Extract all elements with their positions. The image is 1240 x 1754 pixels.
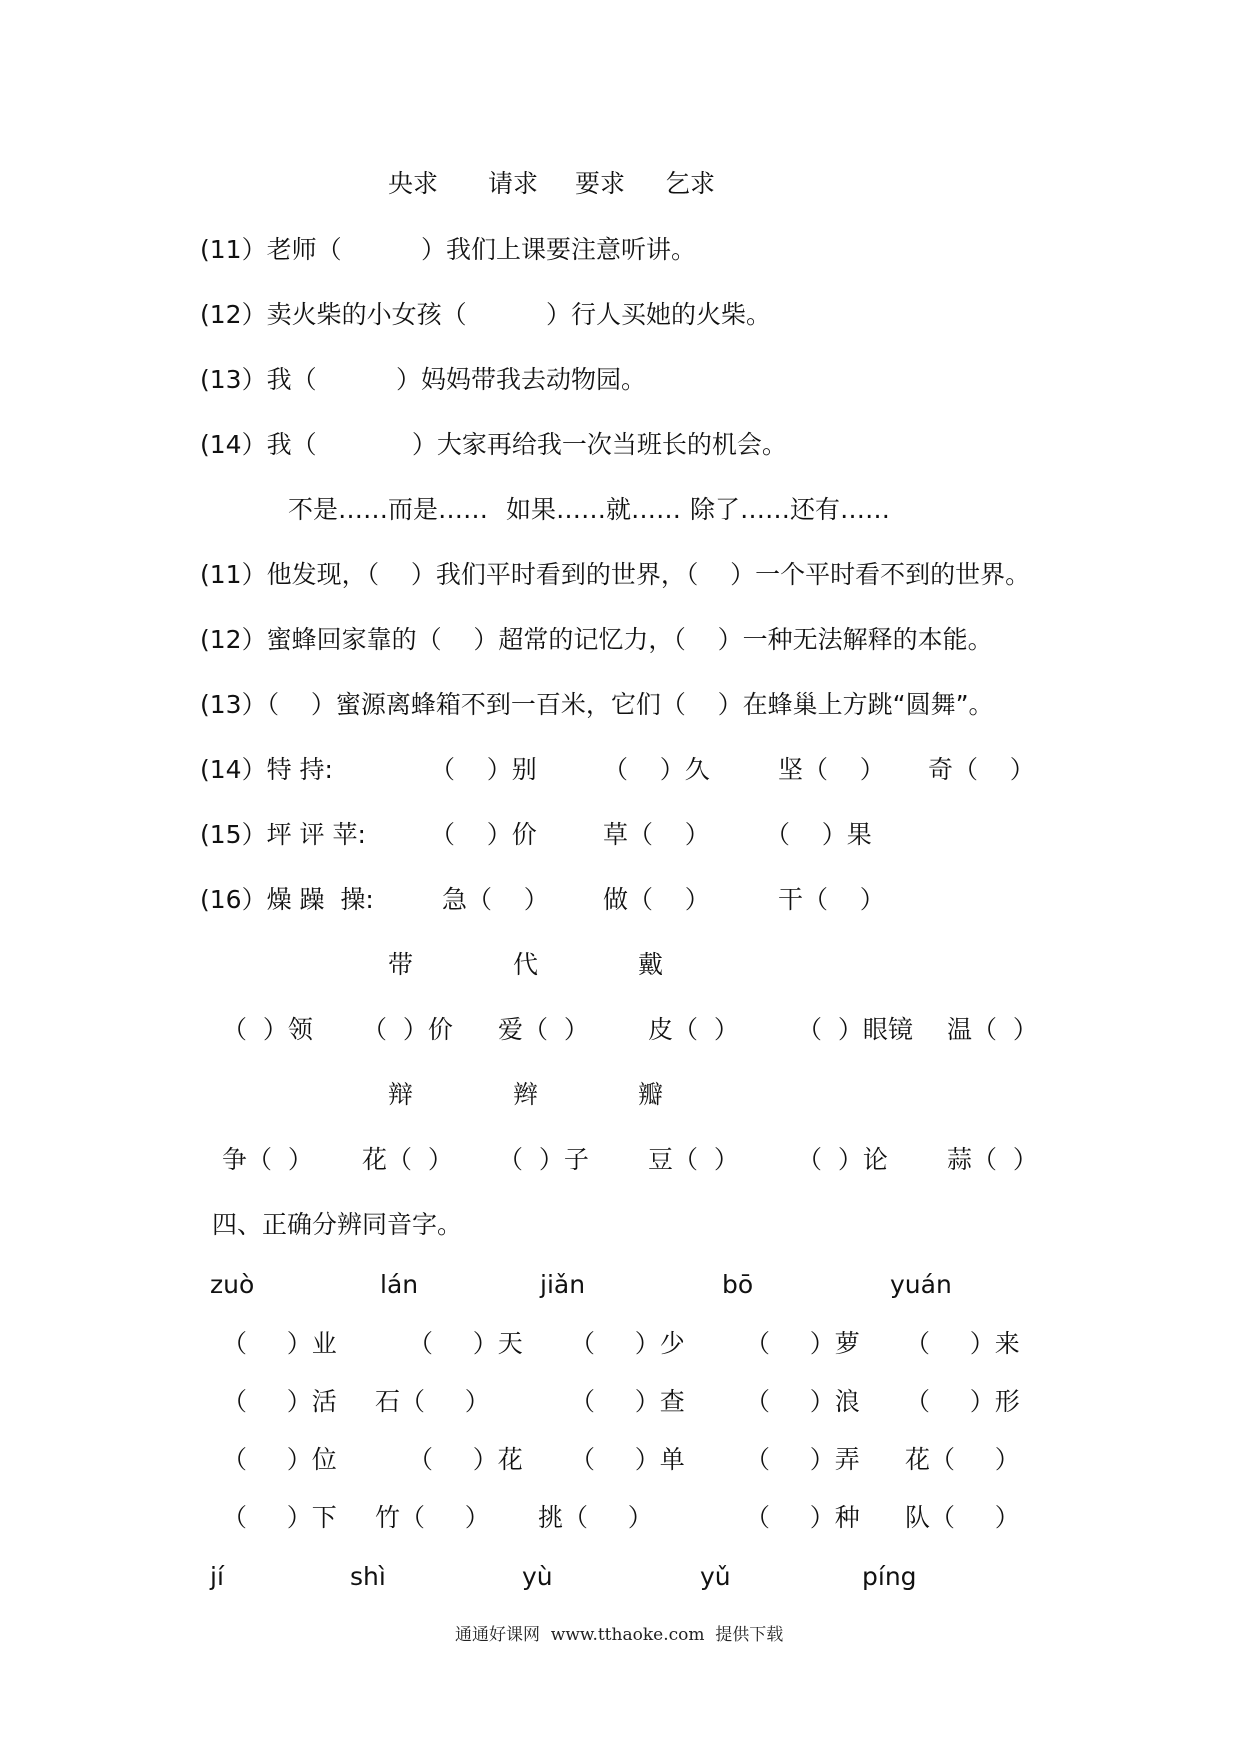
pinyin-label: yuán — [890, 1270, 952, 1299]
word-bank-item: 乞求 — [665, 169, 716, 198]
fill-cell: （ ）花 — [408, 1445, 523, 1474]
pinyin-label: zuò — [210, 1270, 255, 1299]
question-item: (11）他发现，（ ）我们平时看到的世界，（ ）一个平时看不到的世界。 — [200, 560, 1031, 589]
word-bank-item: 如果……就…… — [506, 495, 682, 524]
fill-cell: 挑（ ） — [538, 1503, 653, 1532]
fill-cell: 皮（ ） — [648, 1015, 739, 1044]
fill-cell: 队（ ） — [905, 1503, 1020, 1532]
row-label: (14）特 持: — [200, 755, 333, 784]
fill-cell: （ ）萝 — [745, 1329, 860, 1358]
fill-cell: （ ）别 — [430, 755, 537, 784]
fill-cell: 奇（ ） — [928, 755, 1035, 784]
fill-cell: 石（ ） — [375, 1387, 490, 1416]
word-bank-item: 央求 — [388, 169, 439, 198]
word-bank-item: 请求 — [488, 169, 539, 198]
fill-cell: （ ）种 — [745, 1503, 860, 1532]
fill-cell: 做（ ） — [603, 885, 710, 914]
pinyin-label: yǔ — [700, 1562, 731, 1591]
question-item: (13）我（ ）妈妈带我去动物园。 — [200, 365, 647, 394]
word-bank-item: 除了……还有…… — [690, 495, 891, 524]
pinyin-label: jiǎn — [540, 1270, 586, 1299]
fill-cell: 温（ ） — [947, 1015, 1038, 1044]
row-label: (16）燥 躁 操: — [200, 885, 374, 914]
pinyin-label: jí — [210, 1562, 224, 1591]
word-bank-item: 不是……而是…… — [288, 495, 489, 524]
pinyin-label: shì — [350, 1562, 386, 1591]
fill-cell: （ ）下 — [222, 1503, 337, 1532]
fill-cell: （ ）活 — [222, 1387, 337, 1416]
fill-cell: （ ）位 — [222, 1445, 337, 1474]
fill-cell: 爱（ ） — [498, 1015, 589, 1044]
fill-cell: （ ）果 — [765, 820, 872, 849]
fill-cell: （ ）少 — [570, 1329, 685, 1358]
question-item: (12）卖火柴的小女孩（ ）行人买她的火柴。 — [200, 300, 772, 329]
fill-cell: （ ）久 — [603, 755, 710, 784]
fill-cell: 争（ ） — [222, 1145, 313, 1174]
pinyin-label: yù — [522, 1562, 553, 1591]
fill-cell: （ ）弄 — [745, 1445, 860, 1474]
section-heading: 四、正确分辨同音字。 — [212, 1210, 463, 1239]
char-option: 代 — [513, 950, 539, 979]
char-option: 辫 — [513, 1080, 539, 1109]
char-option: 瓣 — [638, 1080, 664, 1109]
question-item: (12）蜜蜂回家靠的（ ）超常的记忆力，（ ）一种无法解释的本能。 — [200, 625, 993, 654]
fill-cell: （ ）价 — [362, 1015, 453, 1044]
footer-text: 通通好课网 www.tthaoke.com 提供下载 — [455, 1625, 784, 1645]
fill-cell: 干（ ） — [778, 885, 885, 914]
fill-cell: 蒜（ ） — [947, 1145, 1038, 1174]
pinyin-label: bō — [722, 1270, 754, 1299]
pinyin-label: píng — [862, 1562, 917, 1591]
fill-cell: 急（ ） — [442, 885, 549, 914]
fill-cell: （ ）价 — [430, 820, 537, 849]
fill-cell: （ ）业 — [222, 1329, 337, 1358]
char-option: 带 — [388, 950, 414, 979]
fill-cell: （ ）子 — [498, 1145, 589, 1174]
char-option: 戴 — [638, 950, 664, 979]
fill-cell: （ ）来 — [905, 1329, 1020, 1358]
fill-cell: （ ）浪 — [745, 1387, 860, 1416]
fill-cell: 坚（ ） — [778, 755, 885, 784]
question-item: (14）我（ ）大家再给我一次当班长的机会。 — [200, 430, 787, 459]
pinyin-label: lán — [380, 1270, 419, 1299]
fill-cell: （ ）领 — [222, 1015, 313, 1044]
question-item: (11）老师（ ）我们上课要注意听讲。 — [200, 235, 697, 264]
fill-cell: 竹（ ） — [375, 1503, 490, 1532]
fill-cell: 花（ ） — [905, 1445, 1020, 1474]
fill-cell: （ ）天 — [408, 1329, 523, 1358]
fill-cell: （ ）单 — [570, 1445, 685, 1474]
fill-cell: （ ）查 — [570, 1387, 685, 1416]
fill-cell: 豆（ ） — [648, 1145, 739, 1174]
char-option: 辩 — [388, 1080, 414, 1109]
fill-cell: （ ）形 — [905, 1387, 1020, 1416]
row-label: (15）坪 评 苹: — [200, 820, 366, 849]
question-item: (13）（ ）蜜源离蜂箱不到一百米，它们（ ）在蜂巢上方跳“圆舞”。 — [200, 690, 994, 719]
fill-cell: 草（ ） — [603, 820, 710, 849]
word-bank-item: 要求 — [575, 169, 626, 198]
fill-cell: 花（ ） — [362, 1145, 453, 1174]
fill-cell: （ ）眼镜 — [797, 1015, 913, 1044]
fill-cell: （ ）论 — [797, 1145, 888, 1174]
